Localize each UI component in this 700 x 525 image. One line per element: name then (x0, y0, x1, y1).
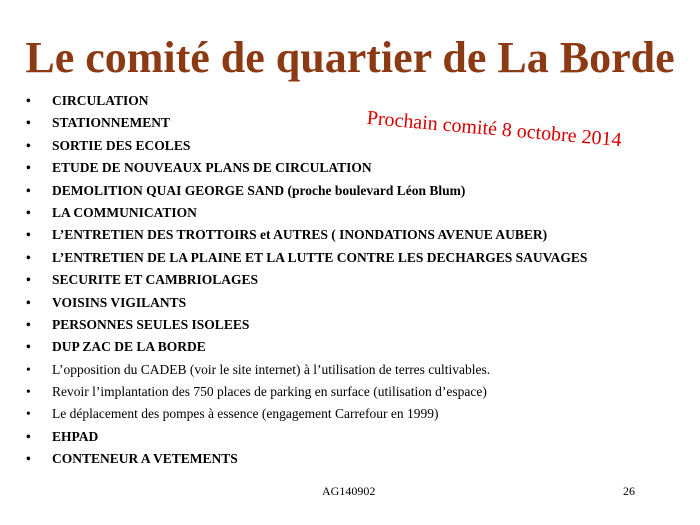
bullet-text: L’ENTRETIEN DES TROTTOIRS et AUTRES ( INONDATIONS AVENUE AUBER) (52, 227, 548, 243)
bullet-item (24, 428, 674, 445)
bullet-marker: • (26, 93, 31, 108)
bullet-item (24, 316, 674, 333)
bullet-marker: • (26, 137, 31, 153)
bullet-marker: • (26, 339, 31, 355)
bullet-text: LA COMMUNICATION (52, 204, 197, 220)
bullet-text: DUP ZAC DE LA BORDE (52, 339, 206, 355)
bullet-marker: • (26, 115, 31, 131)
bullet-item (24, 204, 674, 221)
bullet-item (24, 361, 674, 378)
next-meeting-note: Prochain comité 8 octobre 2014 (365, 106, 623, 152)
bullet-text: SECURITE ET CAMBRIOLAGES (52, 272, 259, 288)
bullet-item (24, 249, 674, 266)
bullet-item (24, 294, 674, 311)
bullet-marker: • (26, 227, 31, 243)
bullet-text: DEMOLITION QUAI GEORGE SAND (proche boulevard Léon Blum) (52, 182, 466, 198)
bullet-item (24, 182, 674, 199)
bullet-item (24, 159, 674, 176)
bullet-list (24, 92, 674, 473)
slide-title: Le comité de quartier de La Borde (25, 33, 675, 82)
bullet-item (24, 450, 674, 467)
bullet-marker: • (26, 428, 31, 444)
footer-code: AG140902 (322, 484, 376, 498)
bullet-marker: • (26, 361, 31, 377)
bullet-text: CONTENEUR A VETEMENTS (52, 451, 238, 467)
bullet-text: Le déplacement des pompes à essence (engagement Carrefour en 1999) (52, 406, 439, 422)
bullet-item (24, 226, 674, 243)
bullet-text: STATIONNEMENT (52, 115, 171, 131)
bullet-text: L’opposition du CADEB (voir le site internet) à l’utilisation de terres cultivables. (52, 361, 491, 377)
bullet-marker: • (26, 451, 31, 467)
bullet-text: SORTIE DES ECOLES (52, 137, 191, 153)
bullet-marker: • (26, 406, 31, 422)
bullet-marker: • (26, 294, 31, 310)
bullet-marker: • (26, 272, 31, 288)
bullet-item (24, 271, 674, 288)
bullet-text: PERSONNES SEULES ISOLEES (52, 316, 250, 332)
bullet-marker: • (26, 249, 31, 265)
bullet-marker: • (26, 316, 31, 332)
bullet-text: ETUDE DE NOUVEAUX PLANS DE CIRCULATION (52, 160, 372, 176)
bullet-text: Revoir l’implantation des 750 places de parking en surface (utilisation d’espace) (52, 384, 487, 400)
bullet-item (24, 405, 674, 422)
bullet-marker: • (26, 182, 31, 198)
bullet-marker: • (26, 160, 31, 176)
bullet-item (24, 92, 674, 109)
bullet-marker: • (26, 204, 31, 220)
bullet-text: EHPAD (52, 428, 99, 444)
bullet-item (24, 338, 674, 355)
bullet-text: VOISINS VIGILANTS (52, 294, 187, 310)
page-number: 26 (623, 484, 635, 498)
bullet-item (24, 383, 674, 400)
bullet-marker: • (26, 384, 31, 400)
bullet-text: L’ENTRETIEN DE LA PLAINE ET LA LUTTE CONTRE LES DECHARGES SAUVAGES (52, 249, 588, 265)
bullet-text: CIRCULATION (52, 93, 149, 108)
